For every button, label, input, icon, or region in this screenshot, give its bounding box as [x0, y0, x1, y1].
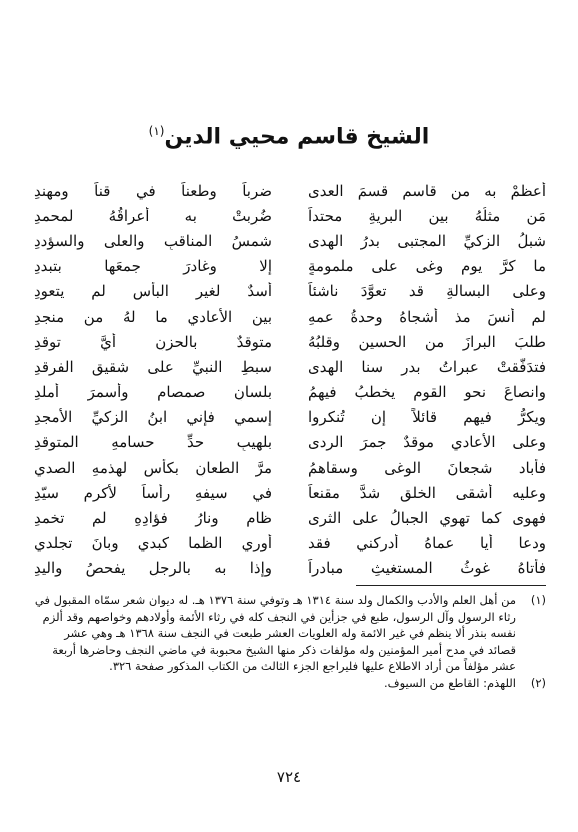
verse-second-hemistich: بلسانِ صمصامٍ وأسمرَ أملدِ	[34, 383, 272, 402]
footnote-text: اللهذم: القاطع من السيوف.	[384, 675, 516, 690]
verse-first-hemistich: فأباد شجعانَ الوغى وسقاهمُ	[308, 458, 546, 477]
footnote-number: (٢)	[530, 675, 546, 690]
verse-second-hemistich: إلا وغادرَ جمعَها بتبددِ	[34, 257, 272, 276]
verse-second-hemistich: سبطِ النبيِّ على شقيقِ الفرقدِ	[34, 357, 272, 376]
verse-second-hemistich: إسمي فإني ابنُ الزكيِّ الأمجدِ	[34, 408, 272, 427]
verse-first-hemistich: ويكرُّ فيهم قائلاً إن تُنكروا	[308, 408, 546, 427]
verse-first-hemistich: وعلى البسالةِ قد تعوَّدَ ناشئاً	[308, 282, 546, 301]
verse-second-hemistich: وإذا به بالرجلِ يفحصُ واليدِ	[34, 559, 272, 578]
verse-second-hemistich: بين الأعادي ما لهُ من منجدِ	[34, 307, 272, 326]
poem-verse	[34, 279, 546, 304]
footnote	[34, 675, 546, 692]
poem-verse	[34, 178, 546, 203]
verse-second-hemistich: أسدٌ لغيرِ البأسِ لم يتعودِ	[34, 282, 272, 301]
verse-first-hemistich: فأتاهُ غوثُ المستغيثِ مبادراً	[308, 559, 546, 578]
verse-first-hemistich: مَن مثلُهُ بين البريةِ محتداً	[308, 206, 546, 225]
poem-verse	[34, 380, 546, 405]
verse-second-hemistich: في سيفهِ رأساً لأكرمِ سيّدِ	[34, 483, 272, 502]
verse-first-hemistich: شبلُ الزكيِّ المجتبى بدرُ الهدى	[308, 231, 546, 250]
verse-second-hemistich: ظامٍ ونارُ فؤادِهِ لم تخمدِ	[34, 509, 272, 528]
verse-first-hemistich: فهوى كما تهوي الجبالُ على الثرى	[308, 509, 546, 528]
page-number: ٧٢٤	[276, 768, 302, 786]
verse-first-hemistich: ودعا أيا عماهُ أدركني فقد	[308, 534, 546, 553]
footnote	[34, 592, 546, 675]
title-footnote-marker: (١)	[148, 124, 165, 138]
verse-first-hemistich: وعليه أشقى الخلقِ شدَّ مقنعاً	[308, 483, 546, 502]
verse-first-hemistich: وانصاعَ نحو القوم يخطبُ فيهمُ	[308, 383, 546, 402]
poem-verse	[34, 405, 546, 430]
poem-verse	[34, 329, 546, 354]
verse-first-hemistich: فتدَفَّقتْ عبراتُ بدرِ سنا الهدى	[308, 357, 546, 376]
poem-verse	[34, 531, 546, 556]
poem-verse	[34, 505, 546, 530]
verse-second-hemistich: شمسُ المناقبِ والعلى والسؤددِ	[34, 231, 272, 250]
footnote-separator	[356, 585, 546, 586]
verse-second-hemistich: مرَّ الطعانِ بكأسِ لهذمهِ الصدي	[34, 458, 272, 477]
verse-first-hemistich: أعظمْ به من قاسمٍ قسمَ العدى	[308, 181, 546, 200]
poem-title	[0, 124, 578, 149]
poem-verse	[34, 455, 546, 480]
poem-verse	[34, 430, 546, 455]
footnotes	[34, 592, 546, 691]
verse-first-hemistich: طلبَ البرازَ من الحسينِ وقلبُهُ	[308, 332, 546, 351]
footnote-number: (١)	[530, 593, 546, 607]
poem-verse	[34, 304, 546, 329]
verse-second-hemistich: أوري الظما كبدي وبانَ تجلدي	[34, 534, 272, 553]
poem-verse	[34, 228, 546, 253]
verse-second-hemistich: بلهيبِ حدِّ حسامهِ المتوقدِ	[34, 433, 272, 452]
verse-second-hemistich: متوقدٌ بالحزنِ أيَّ توقدِ	[34, 332, 272, 351]
verse-first-hemistich: وعلى الأعادي موقدٌ جمرَ الردى	[308, 433, 546, 452]
verse-first-hemistich: ما كرَّ يوم وغى على ملمومةٍ	[308, 257, 546, 276]
poem-verse	[34, 480, 546, 505]
footnote-text: من أهل العلم والأدب والكمال ولد سنة ١٣١٤ هـ وتوفي سنة ١٣٧٦ هـ. له ديوان شعر سمّاه المقبول في رثاء الرسول وآل الرسول، طبع في جزأين في النجف كله في رثاء الأئمة وأولادهم وخواصهم وقد ألزم نفسه بنذر ألا ينظم في غير الائمة وله العلويات العشر طبعت في النجف سنة ١٣٦٨ هـ وهي عشر قصائد في مدح أمير المؤمنين وله مؤلفات ذكر منها الشيخ محبوبة في ماضي النجف وحاضرها أربعة عشر مؤلفاً من أراد الاطلاع عليها فليراجع الجزء الثالث من الكتاب المذكور صفحة ٣٢٦.	[34, 593, 516, 673]
poem-verse	[34, 354, 546, 379]
poem-verse	[34, 556, 546, 581]
poem-body	[34, 178, 546, 581]
poem-title-text: الشيخ قاسم محيي الدين	[164, 124, 430, 150]
verse-second-hemistich: ضرباً وطعناً في قناً ومهندِ	[34, 181, 272, 200]
poem-verse	[34, 254, 546, 279]
verse-second-hemistich: ضُرِبتْ به أعراقُهُ لمحمدِ	[34, 206, 272, 225]
verse-first-hemistich: لم أنسَ مذ أشجاهُ وحدةُ عمهِ	[308, 307, 546, 326]
poem-verse	[34, 203, 546, 228]
